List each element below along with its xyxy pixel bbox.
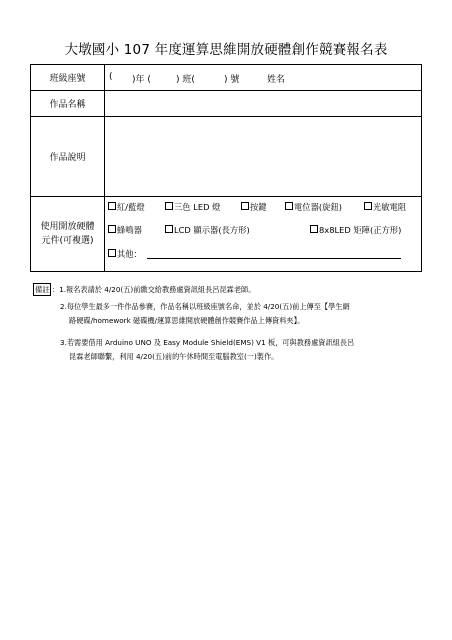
work-desc-field[interactable] [105,117,422,197]
checkbox-icon[interactable] [165,202,173,210]
other-input-line[interactable] [147,258,401,259]
checkbox-icon[interactable] [108,202,116,210]
work-name-field[interactable] [105,91,422,117]
note-item-1: ：1.報名表請於 4/20(五)前繳交給教務處資訊組長呂昆霖老師。 [52,285,256,294]
work-name-label: 作品名稱 [31,91,105,117]
hardware-option-photoresistor[interactable]: 光敏電阻 [364,201,406,213]
checkbox-icon[interactable] [310,225,318,233]
hardware-option-lcd[interactable]: LCD 顯示器(長方形) [165,224,250,236]
hardware-label [31,197,105,272]
grade-suffix: )年 ( [132,75,151,85]
checkbox-icon[interactable] [241,202,249,210]
class-seat-field[interactable] [105,65,422,91]
page-title: 大墩國小 107 年度運算思維開放硬體創作競賽報名表 [64,42,388,58]
hardware-label-line1: 使用開放硬體 [40,222,95,232]
note-item-3: 3.若需要借用 Arduino UNO 及 Easy Module Shield(EMS) V1 板，可與教務處資訊組長呂 昆霖老師聯繫，利用 4/20(五)前的午休時間至電腦教室(一)製作。 [60,338,355,361]
class-suffix: ) 班( [176,75,195,85]
checkbox-icon[interactable] [165,225,173,233]
hardware-options-cell [105,197,422,272]
hardware-option-led-matrix[interactable]: 8x8LED 矩陣(正方形) [310,224,401,236]
name-label: 姓名 [267,75,286,85]
checkbox-icon[interactable] [364,202,372,210]
checkbox-icon[interactable] [108,249,116,257]
hardware-option-buzzer[interactable]: 蜂鳴器 [108,224,142,236]
checkbox-icon[interactable] [285,202,293,210]
hardware-option-red-blue-led[interactable]: 紅/藍燈 [108,201,145,213]
note-item-2: 2.每位學生最多一件作品參賽，作品名稱以班級座號名命，並於 4/20(五)前上傳至【學生網 路硬碟/homework 磁碟機/運算思維開放硬體創作競賽作品上傳資料夾】。 [60,302,350,325]
notes-tag: 備註 [35,285,50,294]
work-desc-label: 作品說明 [31,117,105,197]
grade-paren: ( [109,72,113,82]
hardware-option-rgb-led[interactable]: 三色 LED 燈 [165,201,220,213]
hardware-label-line2: 元件(可複選) [41,236,94,246]
hardware-option-other[interactable]: 其他： [108,248,142,260]
checkbox-icon[interactable] [108,225,116,233]
hardware-option-potentiometer[interactable]: 電位器(旋鈕) [285,201,342,213]
hardware-option-button[interactable]: 按鍵 [241,201,267,213]
registration-table [30,64,422,272]
class-seat-label: 班級座號 [31,65,105,91]
seat-suffix: ) 號 [224,75,240,85]
